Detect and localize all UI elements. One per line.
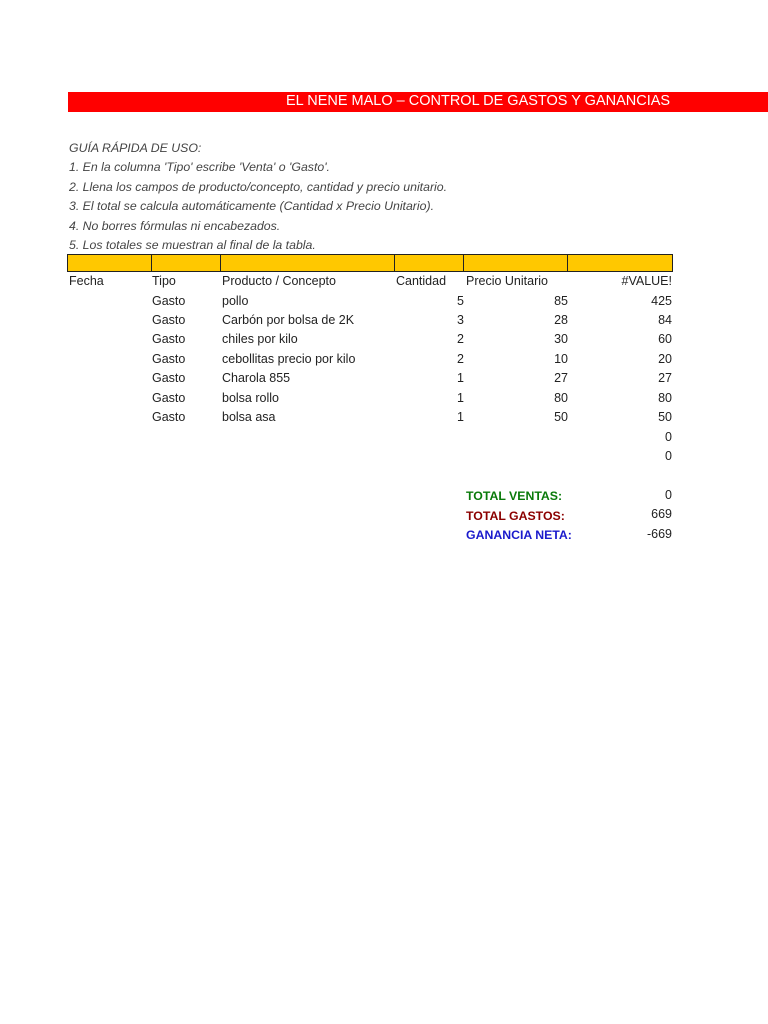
total-ventas-value[interactable]: 0: [665, 488, 672, 502]
table-cell-producto[interactable]: Charola 855: [222, 371, 291, 386]
total-ventas-label: TOTAL VENTAS:: [466, 489, 563, 503]
table-cell-precio[interactable]: [466, 428, 568, 448]
table-cell-cantidad[interactable]: 2: [457, 332, 464, 347]
table-cell-tipo[interactable]: Gasto: [152, 293, 186, 308]
table-cell-fecha[interactable]: [69, 389, 149, 409]
guide-step-5: 5. Los totales se muestran al final de la tabla.: [69, 237, 316, 252]
table-cell-cantidad[interactable]: [396, 447, 464, 467]
table-cell-producto[interactable]: bolsa rollo: [222, 390, 279, 405]
table-cell-tipo[interactable]: [152, 447, 218, 467]
table-cell-total[interactable]: 425: [651, 293, 672, 308]
table-cell-total[interactable]: 27: [658, 371, 672, 386]
table-cell-precio[interactable]: 28: [554, 312, 568, 327]
guide-step-4: 4. No borres fórmulas ni encabezados.: [69, 218, 281, 233]
table-cell-tipo[interactable]: Gasto: [152, 332, 186, 347]
column-header-precio[interactable]: Precio Unitario: [466, 274, 548, 288]
fill-cell-producto[interactable]: [221, 255, 394, 271]
column-header-cantidad[interactable]: Cantidad: [396, 274, 447, 288]
table-cell-total[interactable]: 80: [658, 390, 672, 405]
table-cell-precio[interactable]: 10: [554, 351, 568, 366]
table-cell-precio[interactable]: 85: [554, 293, 568, 308]
table-cell-tipo[interactable]: Gasto: [152, 410, 186, 425]
table-cell-tipo[interactable]: Gasto: [152, 371, 186, 386]
table-cell-precio[interactable]: 50: [554, 410, 568, 425]
table-cell-total[interactable]: 0: [665, 429, 672, 444]
column-header-fecha[interactable]: Fecha: [69, 274, 104, 288]
column-header-total[interactable]: #VALUE!: [621, 274, 672, 288]
column-header-producto[interactable]: Producto / Concepto: [222, 274, 336, 288]
table-cell-producto[interactable]: Carbón por bolsa de 2K: [222, 312, 355, 327]
table-cell-total[interactable]: 84: [658, 312, 672, 327]
table-cell-cantidad[interactable]: 1: [457, 410, 464, 425]
table-cell-producto[interactable]: chiles por kilo: [222, 332, 298, 347]
table-cell-cantidad[interactable]: 3: [457, 312, 464, 327]
table-cell-producto[interactable]: bolsa asa: [222, 410, 276, 425]
table-cell-cantidad[interactable]: 2: [457, 351, 464, 366]
table-cell-tipo[interactable]: Gasto: [152, 390, 186, 405]
fill-cell-fecha[interactable]: [68, 255, 152, 271]
table-cell-tipo[interactable]: [152, 428, 218, 448]
table-cell-producto[interactable]: pollo: [222, 293, 249, 308]
usage-guide: [69, 139, 447, 255]
table-cell-total[interactable]: 60: [658, 332, 672, 347]
page-title: EL NENE MALO – CONTROL DE GASTOS Y GANANCIAS: [286, 93, 671, 109]
table-cell-fecha[interactable]: [69, 369, 149, 389]
guide-step-2: 2. Llena los campos de producto/concepto, cantidad y precio unitario.: [69, 179, 448, 194]
total-gastos-value[interactable]: 669: [651, 507, 672, 521]
table-cell-fecha[interactable]: [69, 408, 149, 428]
table-cell-tipo[interactable]: Gasto: [152, 312, 186, 327]
table-cell-cantidad[interactable]: 1: [457, 371, 464, 386]
table-cell-total[interactable]: 50: [658, 410, 672, 425]
table-cell-precio[interactable]: 27: [554, 371, 568, 386]
guide-heading: GUÍA RÁPIDA DE USO:: [69, 141, 202, 155]
table-cell-cantidad[interactable]: [396, 428, 464, 448]
table-cell-total[interactable]: 20: [658, 351, 672, 366]
guide-step-1: 1. En la columna 'Tipo' escribe 'Venta' o 'Gasto'.: [69, 160, 330, 175]
table-cell-fecha[interactable]: [69, 311, 149, 331]
table-cell-fecha[interactable]: [69, 350, 149, 370]
table-cell-tipo[interactable]: Gasto: [152, 351, 186, 366]
table-cell-total[interactable]: 0: [665, 449, 672, 464]
table-cell-fecha[interactable]: [69, 447, 149, 467]
table-cell-fecha[interactable]: [69, 330, 149, 350]
table-cell-cantidad[interactable]: 1: [457, 390, 464, 405]
fill-cell-cantidad[interactable]: [395, 255, 464, 271]
table-cell-fecha[interactable]: [69, 292, 149, 312]
table-cell-cantidad[interactable]: 5: [457, 293, 464, 308]
fill-cell-tipo[interactable]: [152, 255, 222, 271]
guide-step-3: 3. El total se calcula automáticamente (Cantidad x Precio Unitario).: [69, 199, 434, 214]
table-cell-fecha[interactable]: [69, 428, 149, 448]
fill-cell-total[interactable]: [568, 255, 672, 271]
table-cell-precio[interactable]: [466, 447, 568, 467]
table-cell-precio[interactable]: 30: [554, 332, 568, 347]
table-cell-producto[interactable]: [222, 428, 392, 448]
fill-cell-precio[interactable]: [464, 255, 569, 271]
ganancia-neta-label: GANANCIA NETA:: [466, 528, 572, 542]
header-fill-row[interactable]: [67, 254, 673, 272]
total-gastos-label: TOTAL GASTOS:: [466, 509, 565, 523]
table-cell-producto[interactable]: [222, 447, 392, 467]
title-bar: [68, 92, 768, 112]
column-header-tipo[interactable]: Tipo: [152, 274, 176, 288]
ganancia-neta-value[interactable]: -669: [646, 527, 672, 541]
table-cell-precio[interactable]: 80: [554, 390, 568, 405]
table-cell-producto[interactable]: cebollitas precio por kilo: [222, 351, 356, 366]
